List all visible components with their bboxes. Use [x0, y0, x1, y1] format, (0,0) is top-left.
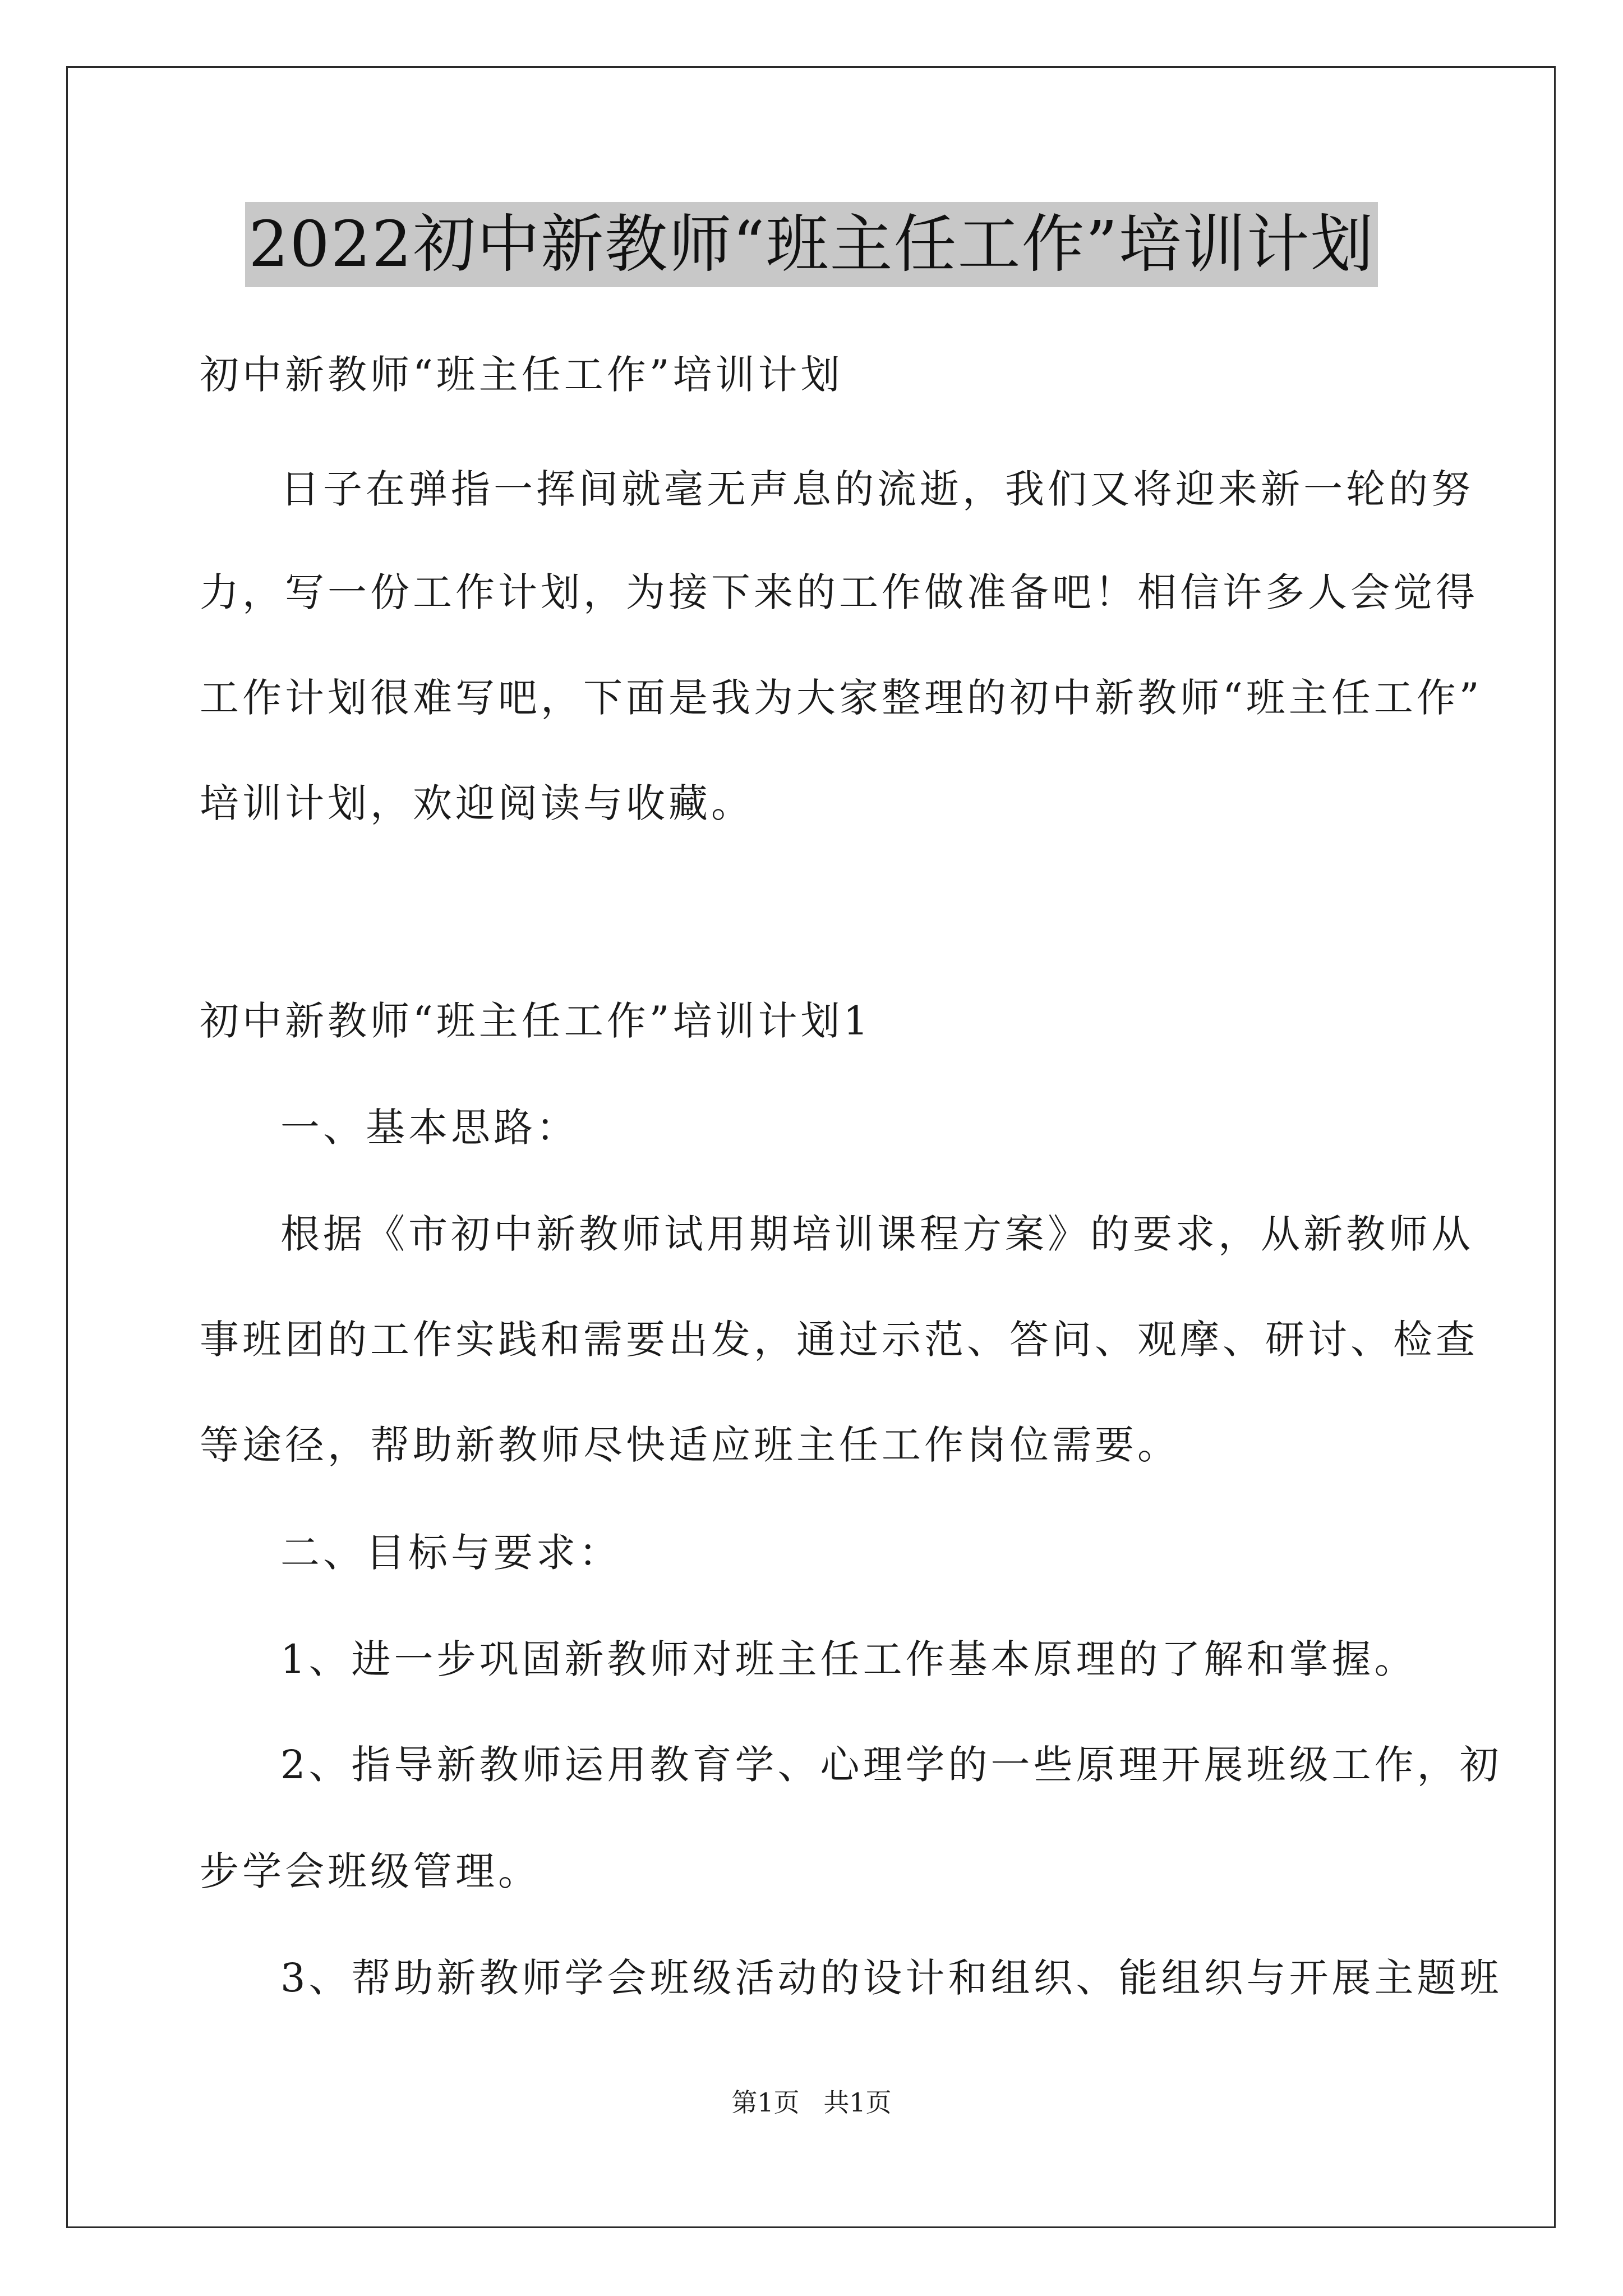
paragraph-line: 等途径，帮助新教师尽快适应班主任工作岗位需要。: [200, 1422, 1180, 1468]
paragraph-line: 日子在弹指一挥间就毫无声息的流逝，我们又将迎来新一轮的努: [280, 466, 1474, 512]
page-footer: [0, 2087, 1623, 2118]
subtitle-line: 初中新教师“班主任工作”培训计划: [200, 352, 843, 398]
paragraph-line: 根据《市初中新教师试用期培训课程方案》的要求，从新教师从: [280, 1211, 1474, 1257]
title-container: [0, 202, 1623, 287]
page-number-total: 共1页: [823, 2087, 892, 2118]
paragraph-line: 步学会班级管理。: [200, 1848, 541, 1894]
paragraph-line: 3、帮助新教师学会班级活动的设计和组织、能组织与开展主题班: [280, 1955, 1502, 2001]
document-title: 2022初中新教师“班主任工作”培训计划: [245, 202, 1378, 287]
paragraph-line: 二、目标与要求：: [280, 1530, 621, 1576]
paragraph-line: 力，写一份工作计划，为接下来的工作做准备吧！相信许多人会觉得: [200, 569, 1478, 615]
paragraph-line: 事班团的工作实践和需要出发，通过示范、答问、观摩、研讨、检查: [200, 1317, 1478, 1363]
paragraph-line: 培训计划，欢迎阅读与收藏。: [200, 780, 754, 826]
page-number-current: 第1页: [731, 2087, 800, 2118]
paragraph-line: 1、进一步巩固新教师对班主任工作基本原理的了解和掌握。: [280, 1636, 1417, 1682]
section-heading: 初中新教师“班主任工作”培训计划1: [200, 998, 872, 1044]
paragraph-line: 2、指导新教师运用教育学、心理学的一些原理开展班级工作，初: [280, 1742, 1502, 1788]
paragraph-line: 一、基本思路：: [280, 1105, 579, 1151]
paragraph-line: 工作计划很难写吧，下面是我为大家整理的初中新教师“班主任工作”: [200, 675, 1483, 721]
